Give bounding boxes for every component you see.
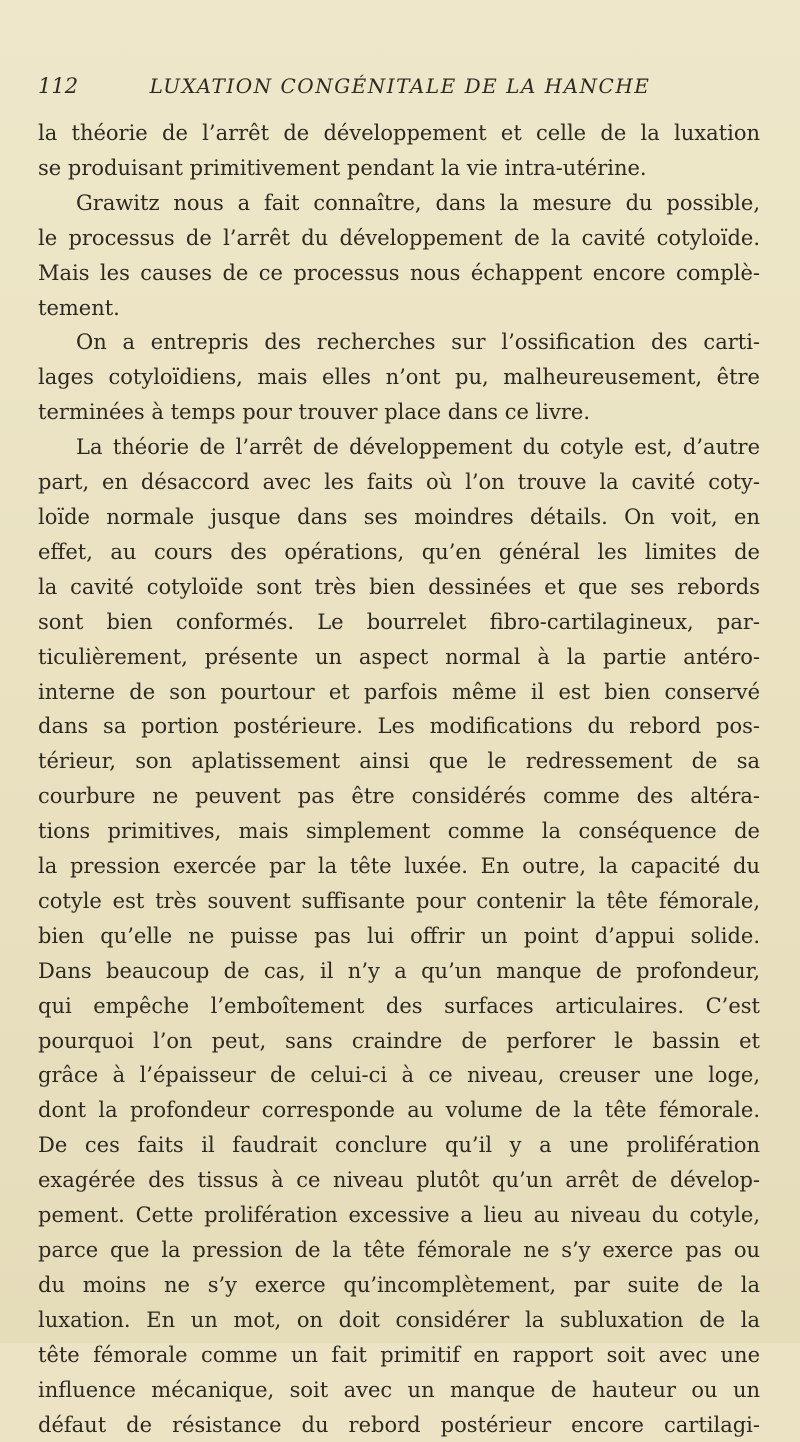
text-line: La théorie de l’arrêt de développement du cotyle est, d’autre bbox=[76, 435, 760, 460]
text-line: sont bien conformés. Le bourrelet fibro-cartilagineux, par- bbox=[38, 609, 760, 634]
text-line: parce que la pression de la tête fémorale ne s’y exerce pas ou bbox=[38, 1238, 760, 1262]
text-line: tement. bbox=[38, 295, 120, 320]
text-line: exagérée des tissus à ce niveau plutôt qu’un arrêt de dévelop- bbox=[38, 1168, 760, 1193]
text-line: défaut de résistance du rebord postérieur encore cartilagi- bbox=[38, 1412, 760, 1437]
text-line: influence mécanique, soit avec un manque de hauteur ou un bbox=[38, 1377, 760, 1402]
text-line: la théorie de l’arrêt de développement et celle de la luxation bbox=[38, 121, 760, 145]
page-number: 112 bbox=[38, 74, 79, 98]
page-header bbox=[0, 72, 800, 102]
text-line: part, en désaccord avec les faits où l’on trouve la cavité coty- bbox=[38, 470, 760, 495]
text-line: luxation. En un mot, on doit considérer la subluxation de la bbox=[38, 1307, 760, 1332]
text-line: Mais les causes de ce processus nous échappent encore complè- bbox=[38, 260, 760, 285]
text-line: courbure ne peuvent pas être considérés comme des altéra- bbox=[38, 784, 760, 809]
text-line: grâce à l’épaisseur de celui-ci à ce niveau, creuser une loge, bbox=[38, 1063, 760, 1088]
text-line: Grawitz nous a fait connaître, dans la mesure du possible, bbox=[76, 190, 760, 215]
text-line: ticulièrement, présente un aspect normal à la partie antéro- bbox=[38, 644, 760, 669]
text-line: tions primitives, mais simplement comme la conséquence de bbox=[38, 819, 760, 844]
text-line: loïde normale jusque dans ses moindres détails. On voit, en bbox=[38, 504, 760, 529]
text-line: qui empêche l’emboîtement des surfaces articulaires. C’est bbox=[38, 993, 760, 1018]
text-line: lages cotyloïdiens, mais elles n’ont pu, malheureusement, être bbox=[38, 365, 760, 390]
text-line: pement. Cette prolifération excessive a lieu au niveau du cotyle, bbox=[38, 1203, 760, 1228]
running-title: LUXATION CONGÉNITALE DE LA HANCHE bbox=[149, 74, 651, 98]
text-line: la pression exercée par la tête luxée. En outre, la capacité du bbox=[38, 854, 760, 879]
text-line: le processus de l’arrêt du développement de la cavité cotyloïde. bbox=[38, 225, 760, 250]
text-line: tête fémorale comme un fait primitif en rapport soit avec une bbox=[38, 1342, 760, 1367]
text-line: terminées à temps pour trouver place dans ce livre. bbox=[38, 400, 590, 425]
text-line: On a entrepris des recherches sur l’ossification des carti- bbox=[76, 330, 760, 355]
text-line: pourquoi l’on peut, sans craindre de perforer le bassin et bbox=[38, 1028, 760, 1053]
text-line: effet, au cours des opérations, qu’en général les limites de bbox=[38, 539, 760, 564]
text-line: du moins ne s’y exerce qu’incomplètement, par suite de la bbox=[38, 1272, 760, 1297]
text-line: térieur, son aplatissement ainsi que le redressement de sa bbox=[38, 749, 760, 774]
text-line: interne de son pourtour et parfois même il est bien conservé bbox=[38, 679, 760, 704]
body-text bbox=[38, 116, 760, 1442]
text-line: dans sa portion postérieure. Les modifications du rebord pos- bbox=[38, 714, 760, 739]
text-line: De ces faits il faudrait conclure qu’il y a une prolifération bbox=[38, 1133, 760, 1158]
text-line: Dans beaucoup de cas, il n’y a qu’un manque de profondeur, bbox=[38, 958, 760, 983]
text-line: dont la profondeur corresponde au volume de la tête fémorale. bbox=[38, 1098, 760, 1123]
text-line: la cavité cotyloïde sont très bien dessinées et que ses rebords bbox=[38, 574, 760, 599]
text-line: cotyle est très souvent suffisante pour contenir la tête fémorale, bbox=[38, 888, 760, 913]
text-line: se produisant primitivement pendant la vie intra-utérine. bbox=[38, 155, 647, 180]
text-line: bien qu’elle ne puisse pas lui offrir un point d’appui solide. bbox=[38, 923, 760, 948]
